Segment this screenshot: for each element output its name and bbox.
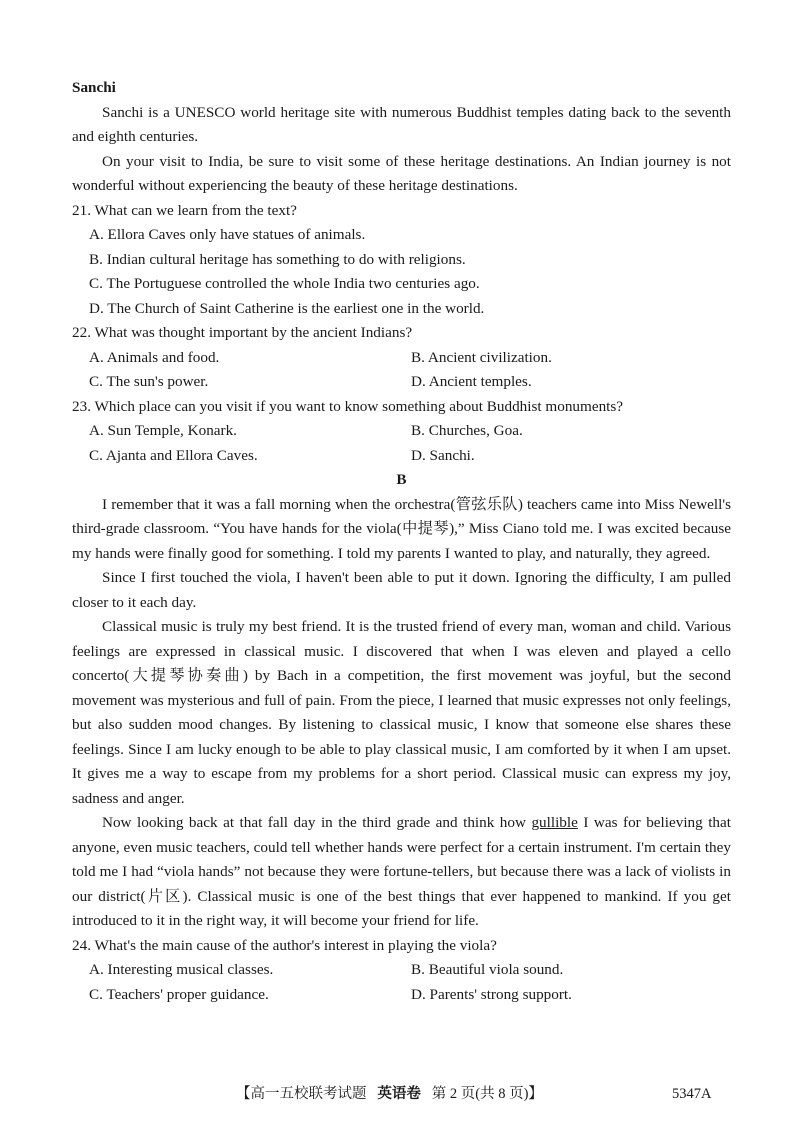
paragraph: Sanchi is a UNESCO world heritage site with numerous Buddhist temples dating back to the seventh and eighth centuries. — [72, 103, 731, 145]
question-24 — [72, 934, 731, 1008]
option-a: A. Interesting musical classes. — [89, 961, 274, 978]
question-23 — [72, 395, 731, 469]
option-c: C. The sun's power. — [89, 373, 209, 390]
option-d: D. Sanchi. — [411, 446, 475, 464]
question-stem: 23. Which place can you visit if you want to know something about Buddhist monuments? — [72, 397, 624, 415]
option-c: C. Teachers' proper guidance. — [89, 985, 269, 1003]
question-stem: 21. What can we learn from the text? — [72, 201, 297, 219]
option-b: B. Churches, Goa. — [411, 422, 523, 439]
footer-title: 【高一五校联考试题 英语卷 第 2 页(共 8 页)】 — [236, 1086, 543, 1102]
paragraph: On your visit to India, be sure to visit some of these heritage destinations. An Indian journey is not wonderful without experiencing the beauty of these heritage destinations. — [72, 152, 731, 194]
text-run: Now looking back at that fall day in the third grade and think how — [102, 814, 532, 831]
option-a: A. Sun Temple, Konark. — [89, 422, 237, 439]
option-c: C. The Portuguese controlled the whole India two centuries ago. — [89, 275, 480, 292]
option-d: D. Parents' strong support. — [411, 985, 572, 1003]
option-a: A. Ellora Caves only have statues of animals. — [89, 226, 366, 243]
paragraph: I remember that it was a fall morning when the orchestra(管弦乐队) teachers came into Miss Newell's third-grade classroom. “You have hands for the viola(中提琴),” Miss Ciano told me. I was excited because my hands were finally good for something. I told my parents I wanted to play, and naturally, they agreed. — [72, 495, 731, 562]
option-b: B. Ancient civilization. — [411, 348, 552, 366]
option-b: B. Indian cultural heritage has something to do with religions. — [89, 250, 466, 268]
section-heading-sanchi: Sanchi — [72, 79, 116, 96]
page-content — [72, 76, 731, 1007]
option-c: C. Ajanta and Ellora Caves. — [89, 446, 258, 464]
option-d: D. Ancient temples. — [411, 373, 532, 390]
paragraph: Classical music is truly my best friend. It is the trusted friend of every man, woman and child. Various feelings are expressed in classical music. I discovered that when I was eleven and played a cello concerto(大提琴协奏曲) by Bach in a competition, the first movement was joyful, but the second movement was mysterious and full of pain. From the piece, I learned that music expresses not only feelings, but also sudden mood changes. By listening to classical music, I know that someone else shares these feelings. Since I am lucky enough to be able to play classical music, I am comforted by it when I am upset. It gives me a way to escape from my problems for a short period. Classical music can express my joy, sadness and anger. — [72, 618, 731, 807]
option-a: A. Animals and food. — [89, 348, 220, 366]
text-run: I was for believing that anyone, even music teachers, could tell whether hands were perfect for a certain instrument. I'm certain they told me I had “viola hands” not because they were fortune-tellers, but because there was a lack of violists in our district(片区). Classical music is one of the best things that ever happened to mankind. If you get introduced to it in the right way, it will become your friend for life. — [72, 814, 731, 929]
question-22 — [72, 321, 731, 395]
paragraph — [72, 811, 731, 934]
question-stem: 22. What was thought important by the ancient Indians? — [72, 324, 413, 341]
section-label-b: B — [396, 471, 407, 488]
question-21 — [72, 199, 731, 322]
option-d: D. The Church of Saint Catherine is the earliest one in the world. — [89, 299, 485, 317]
paragraph: Since I first touched the viola, I haven't been able to put it down. Ignoring the difficulty, I am pulled closer to it each day. — [72, 569, 731, 611]
question-stem: 24. What's the main cause of the author's interest in playing the viola? — [72, 936, 497, 954]
underlined-word: gullible — [531, 814, 578, 831]
option-b: B. Beautiful viola sound. — [411, 961, 564, 978]
paper-code: 5347A — [672, 1086, 712, 1102]
